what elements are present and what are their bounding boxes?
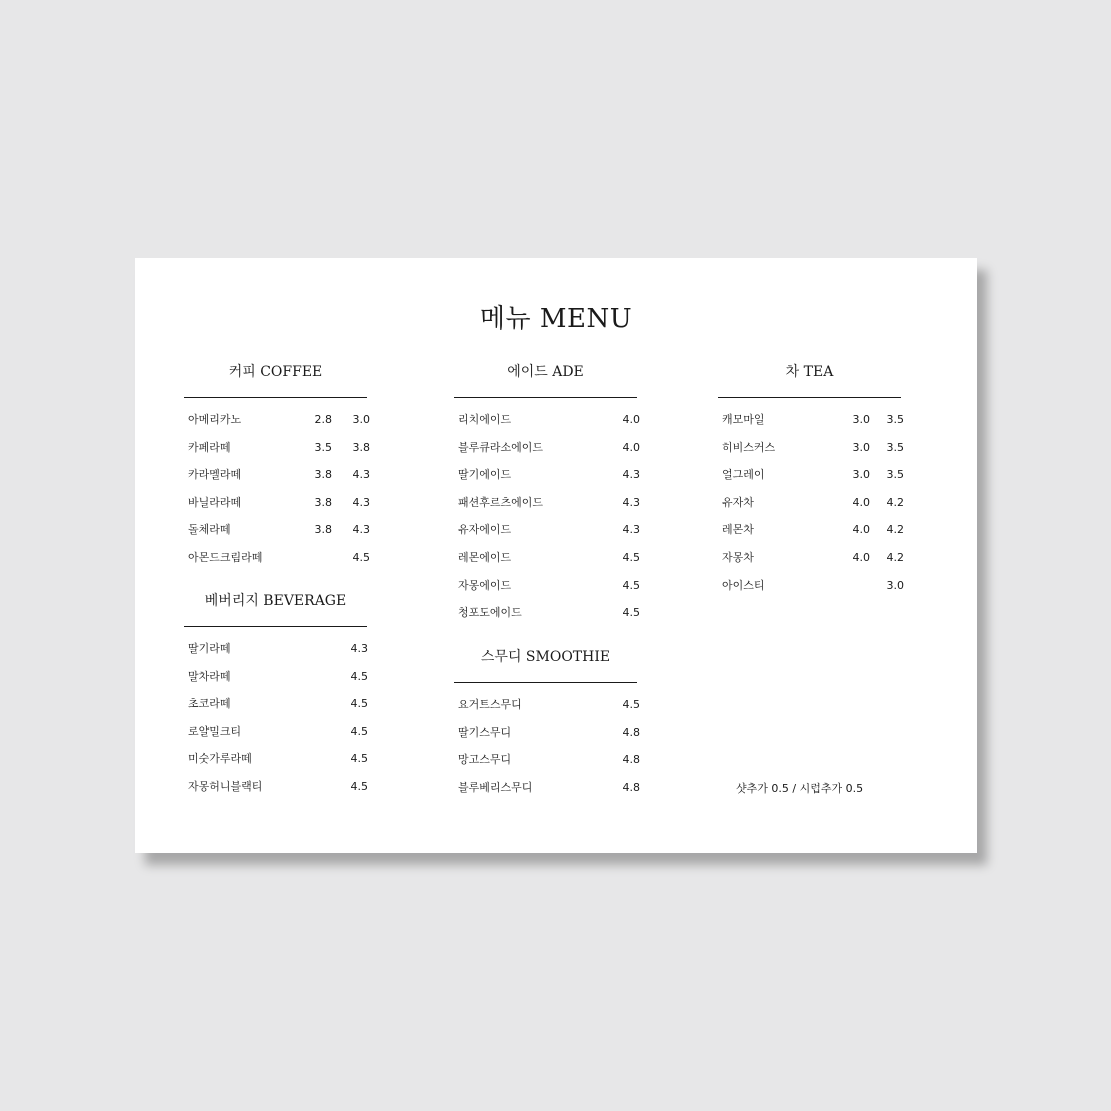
menu-item-name: 패션후르츠에이드 (458, 495, 544, 509)
menu-item-price-regular: 3.8 (314, 523, 332, 537)
menu-item-price-large: 4.5 (622, 550, 640, 564)
menu-item-price-large: 4.0 (622, 440, 640, 454)
menu-item-name: 자몽차 (722, 550, 754, 564)
menu-item (454, 605, 640, 633)
menu-item-price-regular: 2.8 (314, 413, 332, 426)
menu-item-name: 자몽허니블랙티 (188, 779, 263, 793)
menu-item (184, 669, 367, 697)
menu-item-name: 아이스티 (722, 578, 765, 592)
menu-item-price-large: 3.0 (352, 413, 370, 426)
menu-item-price-large: 4.2 (886, 495, 904, 509)
menu-item-price-large: 4.5 (622, 606, 640, 620)
menu-item-price-large: 4.3 (622, 468, 640, 482)
beverage-divider (184, 626, 367, 627)
menu-item-price-large: 4.5 (352, 550, 370, 564)
menu-item (454, 440, 640, 468)
menu-item-name: 딸기스무디 (458, 725, 512, 739)
menu-item (718, 440, 904, 468)
menu-item-name: 캐모마일 (722, 413, 765, 426)
tea-list (718, 412, 904, 605)
menu-item-price-large: 4.5 (622, 578, 640, 592)
menu-item-name: 말차라떼 (188, 669, 231, 683)
menu-item (184, 641, 367, 669)
coffee-list (184, 412, 370, 578)
menu-item-price-regular: 4.0 (852, 523, 870, 537)
menu-item-price-large: 3.5 (886, 468, 904, 482)
tea-divider (718, 397, 901, 398)
menu-item (454, 725, 640, 753)
menu-item (454, 550, 640, 578)
coffee-section-title: 커피 COFFEE (228, 364, 323, 380)
menu-item-name: 자몽에이드 (458, 578, 512, 592)
menu-item-price-regular: 3.0 (852, 440, 870, 454)
menu-item-price-large: 4.0 (622, 413, 640, 426)
menu-item-price-large: 4.3 (622, 495, 640, 509)
menu-item (454, 780, 640, 808)
menu-item-name: 청포도에이드 (458, 606, 522, 620)
menu-item-price-large: 4.2 (886, 523, 904, 537)
menu-item-price-large: 4.3 (352, 495, 370, 509)
menu-item-price-large: 4.3 (352, 468, 370, 482)
menu-item-name: 요거트스무디 (458, 698, 522, 711)
menu-item-name: 레몬에이드 (458, 550, 512, 564)
menu-item (184, 751, 367, 779)
menu-item (718, 467, 904, 495)
menu-item-price-large: 4.3 (352, 523, 370, 537)
smoothie-section-title: 스무디 SMOOTHIE (480, 649, 611, 665)
menu-item-name: 카라멜라떼 (188, 468, 242, 482)
menu-item-price-large: 3.5 (886, 440, 904, 454)
menu-item-price-regular: 3.8 (314, 468, 332, 482)
beverage-section (184, 592, 367, 807)
menu-item-name: 바닐라라떼 (188, 495, 242, 509)
menu-item (184, 696, 367, 724)
menu-item-price-large: 3.0 (886, 578, 904, 592)
ade-section-title: 에이드 ADE (507, 364, 584, 380)
menu-item-price-large: 4.5 (350, 724, 368, 738)
menu-item-name: 망고스무디 (458, 753, 512, 767)
menu-item-name: 딸기에이드 (458, 468, 512, 482)
menu-item (454, 522, 640, 550)
menu-item-name: 미숫가루라떼 (188, 752, 252, 766)
menu-item-name: 리치에이드 (458, 413, 512, 426)
menu-item-name: 히비스커스 (722, 440, 776, 454)
menu-item-price-regular: 3.5 (314, 440, 332, 454)
menu-item-name: 딸기라떼 (188, 642, 231, 655)
ade-section (454, 363, 640, 633)
menu-item-price-large: 4.3 (622, 523, 640, 537)
menu-item-name: 돌체라떼 (188, 523, 231, 537)
menu-title: 메뉴 MENU (479, 304, 633, 334)
menu-item-price-large: 4.8 (622, 780, 640, 794)
menu-item-price-regular: 4.0 (852, 550, 870, 564)
menu-item (454, 467, 640, 495)
tea-section-title: 차 TEA (785, 364, 834, 380)
menu-item-price-regular: 4.0 (852, 495, 870, 509)
menu-card (135, 258, 977, 853)
menu-item (184, 495, 370, 523)
menu-item (454, 697, 640, 725)
tea-section (718, 363, 904, 605)
smoothie-divider (454, 682, 637, 683)
menu-item-name: 얼그레이 (722, 468, 765, 482)
beverage-section-title: 베버리지 BEVERAGE (204, 593, 347, 609)
menu-item-name: 로얄밀크티 (188, 724, 242, 738)
menu-item-name: 유자차 (722, 495, 754, 509)
menu-item-price-large: 4.5 (350, 752, 368, 766)
menu-item-price-regular: 3.0 (852, 468, 870, 482)
menu-item-name: 아몬드크림라떼 (188, 550, 263, 564)
coffee-section (184, 363, 370, 578)
menu-item (184, 412, 370, 440)
menu-item (184, 550, 370, 578)
menu-item-name: 레몬차 (722, 523, 754, 537)
menu-item-price-large: 4.5 (350, 697, 368, 711)
smoothie-list (454, 697, 640, 807)
menu-item (454, 752, 640, 780)
menu-item-price-large: 4.8 (622, 753, 640, 767)
menu-item-name: 블루베리스무디 (458, 780, 533, 794)
menu-item-price-regular: 3.0 (852, 413, 870, 426)
menu-item-name: 초코라떼 (188, 697, 231, 711)
menu-item (184, 779, 367, 807)
menu-item-name: 아메리카노 (188, 413, 242, 426)
menu-item (184, 724, 367, 752)
ade-list (454, 412, 640, 633)
menu-item (718, 495, 904, 523)
menu-item-price-large: 4.2 (886, 550, 904, 564)
menu-item-name: 유자에이드 (458, 523, 512, 537)
ade-divider (454, 397, 637, 398)
beverage-list (184, 641, 367, 807)
menu-item-price-large: 4.8 (622, 725, 640, 739)
menu-item-price-large: 4.5 (350, 669, 368, 683)
menu-item (718, 412, 904, 440)
menu-item-price-large: 4.3 (350, 642, 368, 655)
menu-item (184, 440, 370, 468)
menu-item (454, 412, 640, 440)
menu-item-name: 카페라떼 (188, 440, 231, 454)
coffee-divider (184, 397, 367, 398)
menu-item-price-large: 4.5 (350, 779, 368, 793)
menu-item (718, 550, 904, 578)
menu-item-price-large: 4.5 (622, 698, 640, 711)
menu-item-price-large: 3.8 (352, 440, 370, 454)
menu-item (454, 495, 640, 523)
menu-item (718, 578, 904, 606)
extra-options-note: 샷추가 0.5 / 시럽추가 0.5 (736, 782, 864, 795)
menu-item (184, 522, 370, 550)
menu-item (454, 578, 640, 606)
menu-item (184, 467, 370, 495)
smoothie-section (454, 648, 640, 807)
menu-item-name: 블루큐라소에이드 (458, 440, 544, 454)
menu-item-price-large: 3.5 (886, 413, 904, 426)
menu-item-price-regular: 3.8 (314, 495, 332, 509)
menu-item (718, 522, 904, 550)
